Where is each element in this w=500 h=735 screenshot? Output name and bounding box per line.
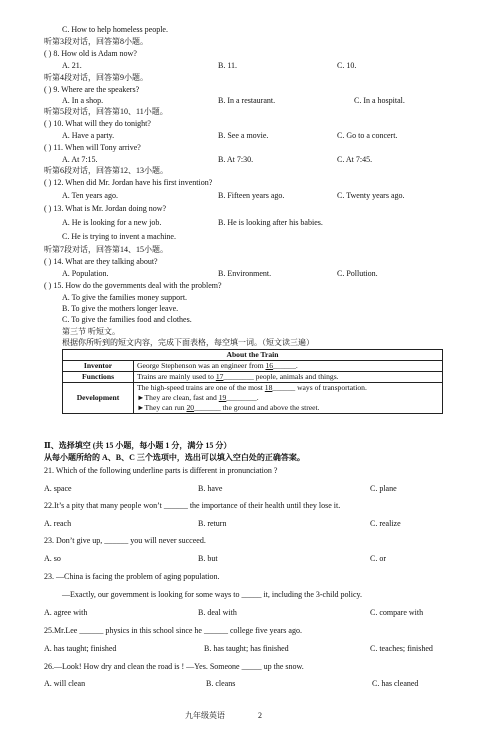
inventor-cell: George Stephenson was an engineer from 16______.	[134, 361, 443, 372]
q13-option-c: C. He is trying to invent a machine.	[62, 232, 176, 241]
q8-option-b: B. 11.	[218, 61, 238, 70]
question-25: 25.Mr.Lee ______ physics in this school since he ______ college five years ago.	[44, 626, 302, 635]
q15-option-a: A. To give the families money support.	[62, 293, 188, 302]
q22-option-a: A. reach	[44, 519, 72, 528]
question-21: 21. Which of the following underline parts is different in pronunciation ?	[44, 466, 278, 475]
q26-option-b: B. cleans	[206, 679, 236, 688]
table-title: About the Train	[63, 350, 443, 361]
part2-title: Ⅱ、选择填空 (共 15 小题，每小题 1 分，满分 15 分）	[44, 441, 232, 450]
section3-instruction: 根据你所听到的短文内容，完成下面表格，每空填一词。（短文读三遍）	[62, 338, 314, 347]
development-cell: The high-speed trains are one of the most 18______ ways of transportation. ►They are clean, fast and 19________. ►They can run 20_______ the ground and above the street.	[134, 383, 443, 414]
question-14: ( ) 14. What are they talking about?	[44, 257, 158, 266]
q15-option-b: B. To give the mothers longer leave.	[62, 304, 179, 313]
q22-option-c: C. realize	[370, 519, 401, 528]
q12-option-c: C. Twenty years ago.	[337, 191, 405, 200]
q25-option-b: B. has taught; has finished	[204, 644, 289, 653]
dialog7-instruction: 听第7段对话，回答第14、15小题。	[44, 245, 168, 254]
q25-option-c: C. teaches; finished	[370, 644, 433, 653]
q21-option-c: C. plane	[370, 484, 397, 493]
q21-option-b: B. have	[198, 484, 223, 493]
part2-instruction: 从每小题所给的 A、B、C 三个选项中，选出可以填入空白处的正确答案。	[44, 453, 305, 462]
q14-option-a: A. Population.	[62, 269, 109, 278]
q12-option-a: A. Ten years ago.	[62, 191, 118, 200]
blank-18: 18	[264, 383, 273, 392]
q24-option-a: A. agree with	[44, 608, 88, 617]
q24-option-b: B. deal with	[198, 608, 237, 617]
q8-option-a: A. 21.	[62, 61, 82, 70]
q25-option-a: A. has taught; finished	[44, 644, 117, 653]
footer-page-number: 2	[258, 711, 262, 720]
question-13: ( ) 13. What is Mr. Jordan doing now?	[44, 204, 167, 213]
dialog6-instruction: 听第6段对话，回答第12、13小题。	[44, 166, 168, 175]
q13-option-a: A. He is looking for a new job.	[62, 218, 162, 227]
question-8: ( ) 8. How old is Adam now?	[44, 49, 137, 58]
question-24-line1: 23. —China is facing the problem of aging population.	[44, 572, 220, 581]
question-24-line2: —Exactly, our government is looking for some ways to _____ it, including the 3-child policy.	[62, 590, 363, 599]
q9-option-b: B. In a restaurant.	[218, 96, 276, 105]
q22-option-b: B. return	[198, 519, 227, 528]
q8-option-c: C. 10.	[337, 61, 357, 70]
question-12: ( ) 12. When did Mr. Jordan have his first invention?	[44, 178, 213, 187]
q26-option-a: A. will clean	[44, 679, 86, 688]
q10-option-c: C. Go to a concert.	[337, 131, 398, 140]
question-22: 22.It’s a pity that many people won’t ______ the importance of their health until they lose it.	[44, 501, 341, 510]
q12-option-b: B. Fifteen years ago.	[218, 191, 285, 200]
q10-option-b: B. See a movie.	[218, 131, 269, 140]
q9-option-a: A. In a shop.	[62, 96, 104, 105]
q26-option-c: C. has cleaned	[372, 679, 419, 688]
q11-option-a: A. At 7:15.	[62, 155, 98, 164]
section3-title: 第三节 听短文。	[62, 327, 120, 336]
blank-19: 19	[218, 393, 227, 402]
question-9: ( ) 9. Where are the speakers?	[44, 85, 140, 94]
question-23: 23. Don’t give up, ______ you will never succeed.	[44, 536, 206, 545]
functions-label: Functions	[63, 372, 134, 383]
question-10: ( ) 10. What will they do tonight?	[44, 119, 151, 128]
q15-option-c: C. To give the families food and clothes.	[62, 315, 192, 324]
question-26: 26.—Look! How dry and clean the road is ! —Yes. Someone _____ up the snow.	[44, 662, 304, 671]
q14-option-c: C. Pollution.	[337, 269, 378, 278]
q7-option-c: C. How to help homeless people.	[62, 25, 168, 34]
q14-option-b: B. Environment.	[218, 269, 272, 278]
q23-option-c: C. or	[370, 554, 386, 563]
dialog3-instruction: 听第3段对话，回答第8小题。	[44, 37, 148, 46]
about-the-train-table	[62, 349, 443, 414]
question-15: ( ) 15. How do the governments deal with the problem?	[44, 281, 222, 290]
q23-option-a: A. so	[44, 554, 61, 563]
dialog5-instruction: 听第5段对话，回答第10、11小题。	[44, 107, 168, 116]
blank-16: 16	[265, 361, 274, 370]
inventor-label: Inventor	[63, 361, 134, 372]
blank-20: 20	[186, 403, 195, 412]
q21-option-a: A. space	[44, 484, 72, 493]
q13-option-b: B. He is looking after his babies.	[218, 218, 323, 227]
question-11: ( ) 11. When will Tony arrive?	[44, 143, 141, 152]
dialog4-instruction: 听第4段对话，回答第9小题。	[44, 73, 148, 82]
functions-cell: Trains are mainly used to 17________ people, animals and things.	[134, 372, 443, 383]
q9-option-c: C. In a hospital.	[354, 96, 405, 105]
footer-subject: 九年级英语	[185, 711, 225, 720]
q11-option-c: C. At 7:45.	[337, 155, 373, 164]
q24-option-c: C. compare with	[370, 608, 424, 617]
q10-option-a: A. Have a party.	[62, 131, 115, 140]
blank-17: 17	[215, 372, 224, 381]
q23-option-b: B. but	[198, 554, 218, 563]
q11-option-b: B. At 7:30.	[218, 155, 254, 164]
development-label: Development	[63, 383, 134, 414]
